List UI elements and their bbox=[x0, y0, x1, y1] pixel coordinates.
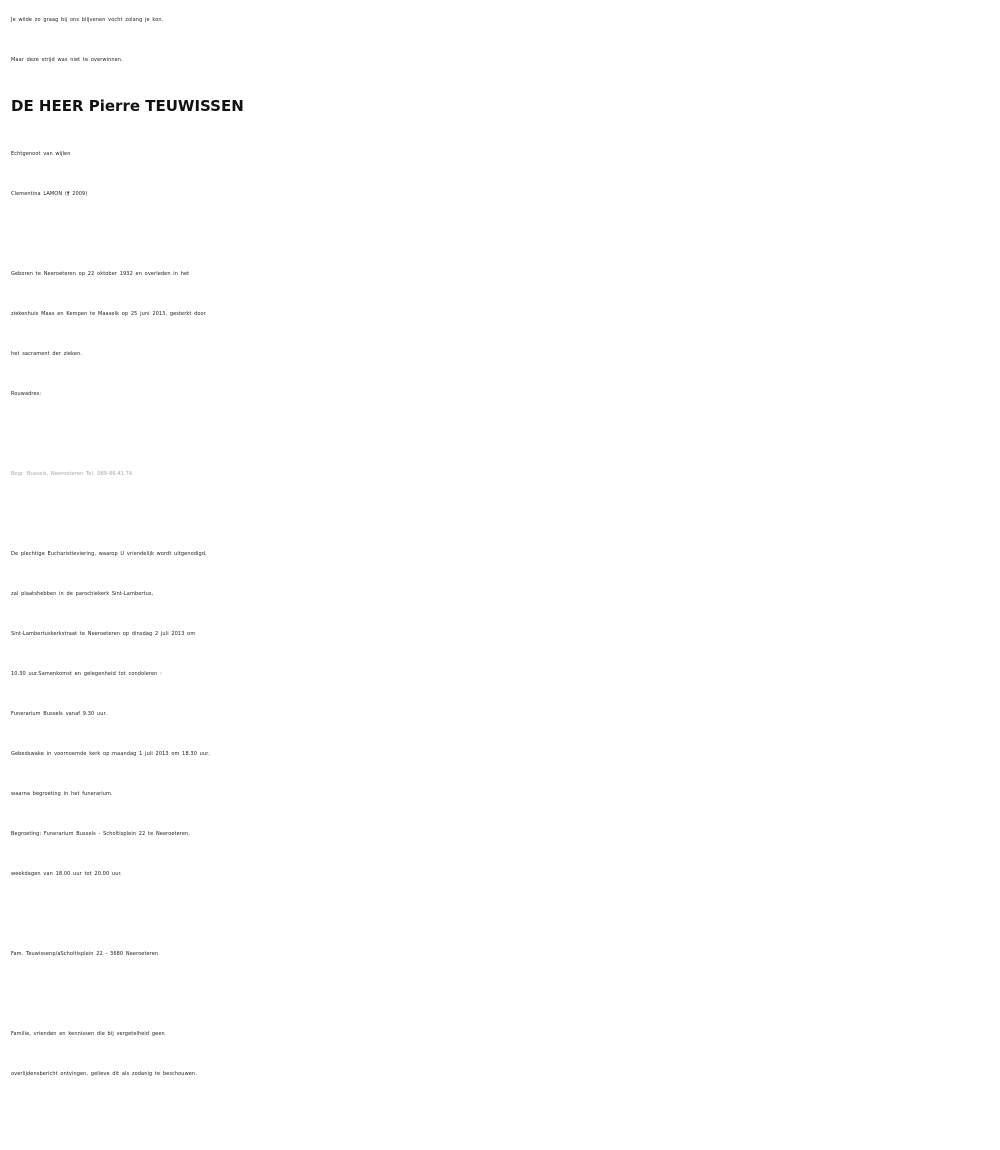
family-address: Fam. Teuwissenp/aScholtisplein 22 - 3680 Neeroeteren bbox=[11, 951, 159, 957]
ceremony-line-6: Gebedswake in voornoemde kerk op maandag 1 juli 2013 om 18.30 uur, bbox=[11, 751, 211, 757]
spacer bbox=[11, 974, 991, 1014]
funeral-home-contact: Begr. Bussels, Neeroeteren Tel. 089-86.41.74. bbox=[11, 471, 134, 477]
mourning-address-label: Rouwadres: bbox=[11, 391, 42, 397]
ceremony-line-7: waarna begroeting in het funerarium. bbox=[11, 791, 113, 797]
ceremony-line-1: De plechtige Eucharistieviering, waarop U vriendelijk wordt uitgenodigd, bbox=[11, 551, 207, 557]
cross-icon: † bbox=[66, 191, 70, 197]
birth-death-line-1: Geboren te Neeroeteren op 22 oktober 1932 en overleden in het bbox=[11, 271, 190, 277]
ceremony-line-3: Sint-Lambertuskerkstraat te Neeroeteren op dinsdag 2 juli 2013 om bbox=[11, 631, 196, 637]
birth-death-line-3: het sacrament der zieken. bbox=[11, 351, 83, 357]
spacer bbox=[11, 414, 991, 454]
birth-death-line-2: ziekenhuis Maas en Kempen te Maaseik op 25 juni 2013, gesterkt door bbox=[11, 311, 206, 317]
spouse-line-2 bbox=[11, 174, 991, 214]
closing-line-1: Familie, vrienden en kennissen die bij vergetelheid geen bbox=[11, 1031, 165, 1037]
intro-line-1: Je wilde zo graag bij ons blijvenen vocht zolang je kon. bbox=[11, 17, 164, 23]
deceased-name: DE HEER Pierre TEUWISSEN bbox=[11, 97, 244, 115]
spouse-death-year: 2009) bbox=[72, 191, 88, 197]
closing-line-2: overlijdensbericht ontvingen, gelieve dit als zodanig te beschouwen. bbox=[11, 1071, 197, 1077]
ceremony-line-4: 10.30 uur.Samenkomst en gelegenheid tot condoleren : bbox=[11, 671, 162, 677]
spacer bbox=[11, 894, 991, 934]
intro-line-2: Maar deze strijd was niet te overwinnen. bbox=[11, 57, 123, 63]
spacer bbox=[11, 214, 991, 254]
spouse-line-1: Echtgenoot van wijlen bbox=[11, 151, 71, 157]
ceremony-line-2: zal plaatshebben in de parochiekerk Sint-Lambertus, bbox=[11, 591, 154, 597]
spouse-name: Clementina LAMON ( bbox=[11, 191, 67, 197]
obituary-notice bbox=[11, 0, 991, 1094]
spacer bbox=[11, 494, 991, 534]
ceremony-line-5: Funerarium Bussels vanaf 9.30 uur. bbox=[11, 711, 107, 717]
ceremony-line-9: weekdagen van 18.00 uur tot 20.00 uur. bbox=[11, 871, 122, 877]
ceremony-line-8: Begroeting: Funerarium Bussels - Scholtisplein 22 te Neeroeteren, bbox=[11, 831, 190, 837]
